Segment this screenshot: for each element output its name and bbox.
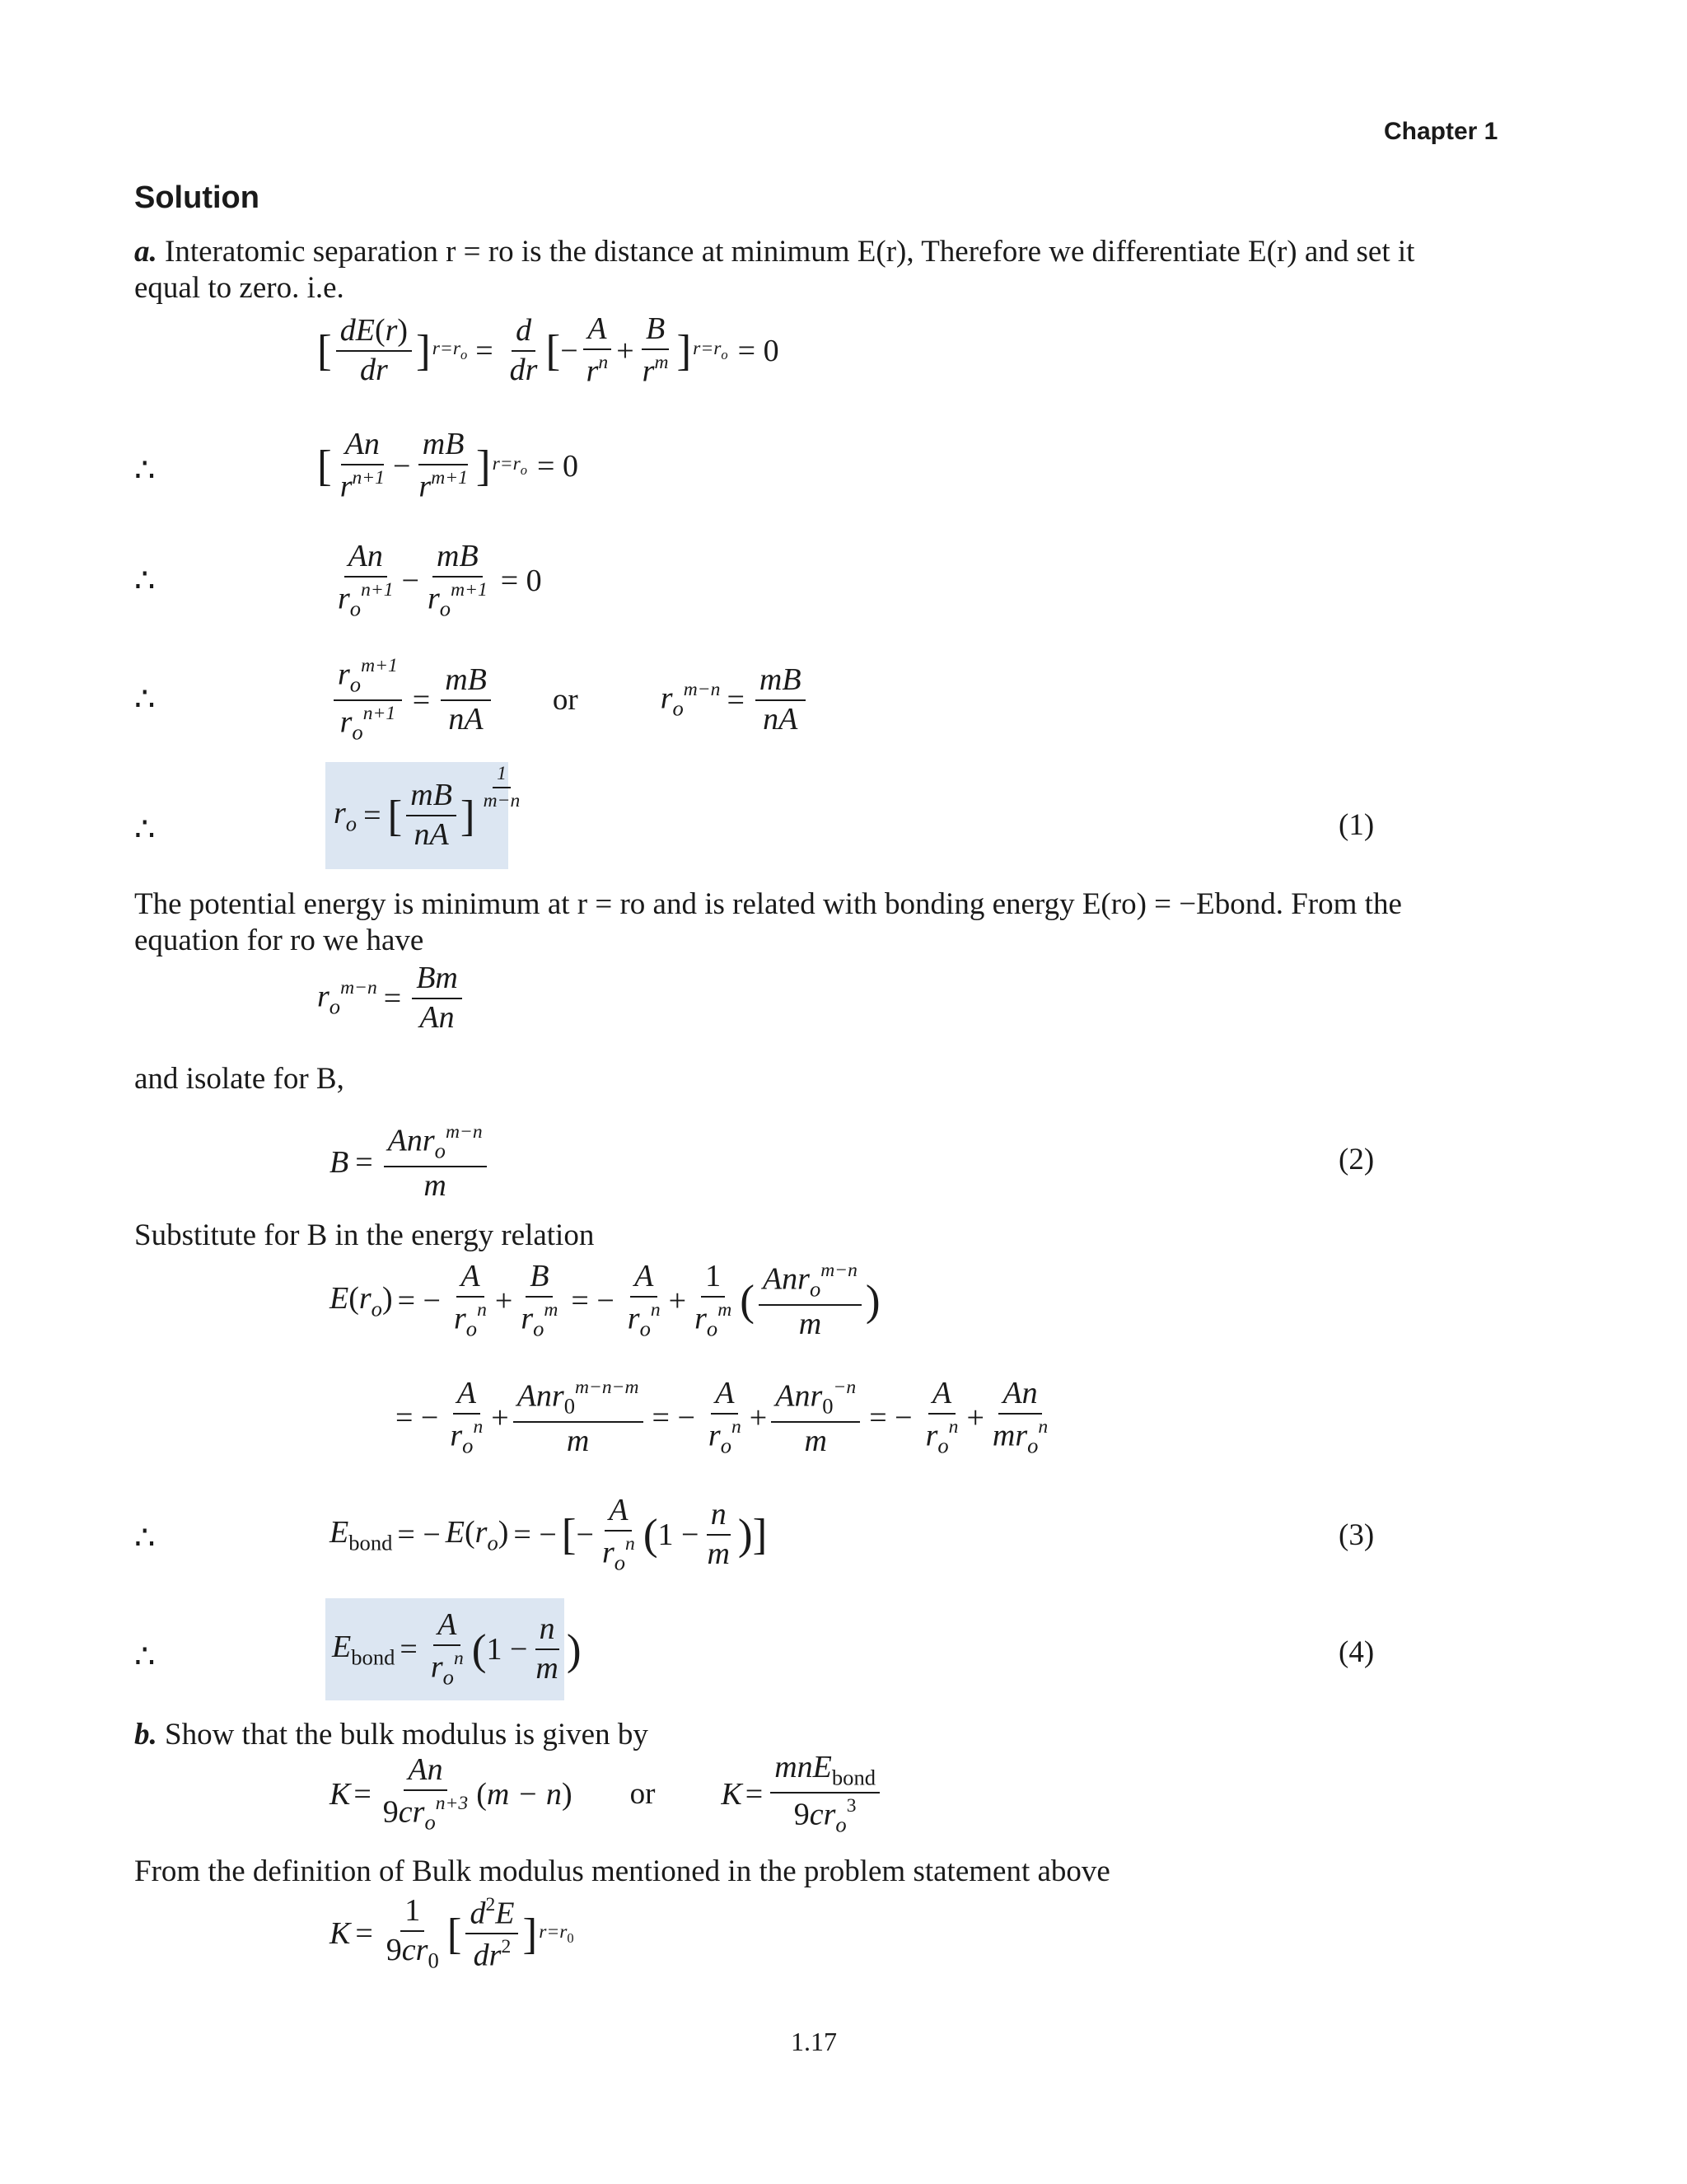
equation-b: B = $\frac{Anr_o^{m-n}}{m}$	[329, 1122, 491, 1202]
part-a-intro-2: equal to zero. i.e.	[134, 271, 344, 305]
therefore-symbol: ∴	[134, 1638, 156, 1676]
equation-energy-2: = − $\frac{A}{r_o^n}$ + $\frac{Anr_0^{m-n-m}}{m}$ = − $\frac{A}{r_o^n}$ + $\frac{Anr_0^{-n}}{m}$ = − $\frac{A}{r_o^n}$ + $\frac{An}{mr_o^n}$	[395, 1376, 1049, 1458]
equation-ebond-highlighted: $E_{bond}$ = $\frac{A}{r_o^n}$ ( 1 − $\frac{n}{m}$ )	[325, 1598, 564, 1700]
equation-step-2: $\frac{An}{r_o^{n+1}}$ − $\frac{mB}{r_o^{m+1}}$ = 0	[338, 539, 542, 621]
equation-number-4: (4)	[1339, 1635, 1375, 1669]
part-b-intro	[134, 1717, 648, 1753]
therefore-symbol: ∴	[134, 451, 156, 489]
part-a-intro-text: Interatomic separation r = ro is the distance at minimum E(r), Therefore we differentiate E(r) and set it	[165, 235, 1415, 269]
or-word: or	[552, 683, 578, 718]
page-number: 1.17	[791, 2027, 837, 2056]
paragraph-isolate-b: and isolate for B,	[134, 1062, 344, 1096]
equation-derivative: [ $\frac{dE(r)}{dr}$ ] $r=r_o$ = $\frac{d}{dr}$ [ − $\frac{A}{r^n}$ + $\frac{B}{r^m}$ ] $r=r_o$ = 0	[317, 311, 779, 389]
paragraph-substitute: Substitute for B in the energy relation	[134, 1218, 595, 1252]
equation-number-3: (3)	[1339, 1518, 1375, 1552]
part-b-label: b.	[134, 1718, 157, 1751]
therefore-symbol: ∴	[134, 1519, 156, 1557]
paragraph-potential-energy: The potential energy is minimum at r = ro and is related with bonding energy E(ro) = −Ebond. From the	[134, 887, 1402, 921]
equation-step-1: [ $\frac{An}{r^{n+1}}$ − $\frac{mB}{r^{m+1}}$ ] $r=r_o$ = 0	[317, 427, 578, 504]
equation-step-3: $\frac{r_o^{m+1}}{r_o^{n+1}}$ = $\frac{mB}{nA}$ or $r_o^{m-n}$ = $\frac{mB}{nA}$	[329, 656, 810, 744]
equation-number-1: (1)	[1339, 808, 1375, 842]
equation-bulk-definition: K = $\frac{1}{9cr_0}$ [ $\frac{d^2E}{dr^2}$ ] $r=r_0$	[329, 1893, 574, 1973]
equation-ro-highlighted: $r_o$ = [ $\frac{mB}{nA}$ ] $\frac{1}{m-n}$	[325, 762, 508, 869]
section-title: Solution	[134, 180, 259, 215]
paragraph-equation-for-ro: equation for ro we have	[134, 924, 424, 957]
part-a-intro	[134, 234, 1414, 270]
therefore-symbol: ∴	[134, 680, 156, 718]
chapter-label: Chapter 1	[1384, 118, 1498, 145]
equation-energy-1: $E(r_o)$ = − $\frac{A}{r_o^n}$ + $\frac{B}{r_o^m}$ = − $\frac{A}{r_o^n}$ + $\frac{1}{r_o^m}$ ( $\frac{Anr_o^{m-n}}{m}$ )	[329, 1259, 881, 1341]
part-b-text: Show that the bulk modulus is given by	[165, 1718, 648, 1751]
equation-bulk-modulus-target: K = $\frac{An}{9cr_o^{n+3}}$ ( m − n ) or K = $\frac{mnE_{bond}}{9cr_o^3}$	[329, 1751, 884, 1837]
therefore-symbol: ∴	[134, 562, 156, 600]
therefore-symbol: ∴	[134, 811, 156, 849]
part-a-label: a.	[134, 235, 157, 269]
equation-ebond-1: $E_{bond}$ = − $E(r_o)$ = − [ − $\frac{A}{r_o^n}$ ( 1 − $\frac{n}{m}$ ) ]	[329, 1493, 768, 1575]
equation-ro-power: $r_o^{m-n}$ = $\frac{Bm}{An}$	[317, 962, 466, 1035]
equation-number-2: (2)	[1339, 1143, 1375, 1176]
or-word: or	[629, 1777, 656, 1812]
paragraph-bulk-definition: From the definition of Bulk modulus mentioned in the problem statement above	[134, 1854, 1110, 1888]
